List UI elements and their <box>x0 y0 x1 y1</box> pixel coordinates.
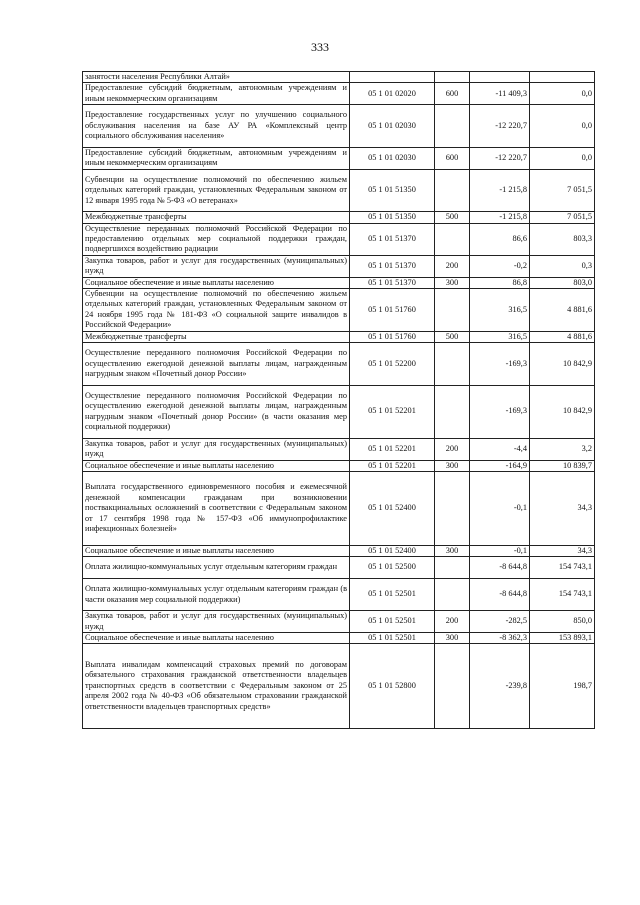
table-row <box>83 471 595 545</box>
row-value-1-cell: 316,5 <box>470 289 530 332</box>
row-value-1-cell: -1 215,8 <box>470 169 530 212</box>
row-type-cell: 600 <box>435 147 470 169</box>
row-value-1-cell: -0,1 <box>470 545 530 556</box>
row-code-cell: 05 1 01 51370 <box>350 223 435 255</box>
row-type-cell: 200 <box>435 438 470 460</box>
table-row <box>83 385 595 438</box>
row-value-1-cell: -239,8 <box>470 644 530 728</box>
row-name-cell: занятости населения Республики Алтай» <box>83 72 350 83</box>
row-code-cell: 05 1 01 52500 <box>350 557 435 579</box>
row-name-cell: Осуществление переданного полномочия Российской Федерации по осуществлению ежегодной денежной выплаты лицам, награжденным нагрудным знаком «Почетный донор России» (в части оказания мер социальной поддержки) <box>83 385 350 438</box>
table-row <box>83 169 595 212</box>
row-value-1-cell: -0,2 <box>470 255 530 277</box>
table-row <box>83 611 595 633</box>
row-value-1-cell: -169,3 <box>470 343 530 386</box>
row-name-cell: Выплата инвалидам компенсаций страховых премий по договорам обязательного страхования гражданской ответственности владельцев транспортных средств в соответствии с Федеральным законом от 25 апреля 2002 года № 40-ФЗ «Об обязательном страховании гражданской ответственности владельцев транспортных средств» <box>83 644 350 728</box>
row-value-1-cell: -12 220,7 <box>470 105 530 148</box>
row-name-cell: Предоставление субсидий бюджетным, автономным учреждениям и иным некоммерческим организациям <box>83 83 350 105</box>
row-type-cell: 500 <box>435 331 470 342</box>
row-name-cell: Предоставление государственных услуг по улучшению социального обслуживания населения на базе АУ РА «Комплексный центр социального обслуживания населения» <box>83 105 350 148</box>
table-row <box>83 105 595 148</box>
row-code-cell: 05 1 01 02030 <box>350 147 435 169</box>
row-value-2-cell: 10 842,9 <box>530 385 595 438</box>
row-code-cell: 05 1 01 51760 <box>350 331 435 342</box>
row-value-1-cell: 316,5 <box>470 331 530 342</box>
row-value-2-cell: 34,3 <box>530 545 595 556</box>
row-code-cell: 05 1 01 51370 <box>350 255 435 277</box>
table-row <box>83 83 595 105</box>
row-type-cell: 600 <box>435 83 470 105</box>
row-name-cell: Субвенции на осуществление полномочий по обеспечению жильем отдельных категорий граждан, установленных Федеральным законом от 24 ноября 1995 года № 181-ФЗ «О социальной защите инвалидов в Российской Федерации» <box>83 289 350 332</box>
row-type-cell: 300 <box>435 632 470 643</box>
row-value-2-cell: 154 743,1 <box>530 578 595 610</box>
row-value-2-cell: 153 893,1 <box>530 632 595 643</box>
row-type-cell: 300 <box>435 460 470 471</box>
row-code-cell: 05 1 01 52201 <box>350 438 435 460</box>
row-name-cell: Закупка товаров, работ и услуг для государственных (муниципальных) нужд <box>83 611 350 633</box>
row-value-2-cell: 10 839,7 <box>530 460 595 471</box>
row-value-2-cell: 198,7 <box>530 644 595 728</box>
row-code-cell: 05 1 01 52201 <box>350 460 435 471</box>
row-code-cell: 05 1 01 52800 <box>350 644 435 728</box>
row-name-cell: Осуществление переданных полномочий Российской Федерации по предоставлению отдельных мер социальной поддержки граждан, подвергшихся воздействию радиации <box>83 223 350 255</box>
table-row <box>83 578 595 610</box>
row-code-cell: 05 1 01 52400 <box>350 545 435 556</box>
row-value-2-cell: 803,3 <box>530 223 595 255</box>
row-value-2-cell: 7 051,5 <box>530 169 595 212</box>
row-value-2-cell: 803,0 <box>530 277 595 288</box>
row-code-cell: 05 1 01 52501 <box>350 611 435 633</box>
row-type-cell: 300 <box>435 277 470 288</box>
row-value-2-cell: 10 842,9 <box>530 343 595 386</box>
row-type-cell <box>435 105 470 148</box>
row-value-2-cell <box>530 72 595 83</box>
row-value-1-cell: -282,5 <box>470 611 530 633</box>
table-row <box>83 72 595 83</box>
row-value-2-cell: 0,0 <box>530 147 595 169</box>
row-value-2-cell: 4 881,6 <box>530 331 595 342</box>
row-name-cell: Оплата жилищно-коммунальных услуг отдельным категориям граждан (в части оказания мер социальной поддержки) <box>83 578 350 610</box>
row-name-cell: Закупка товаров, работ и услуг для государственных (муниципальных) нужд <box>83 255 350 277</box>
row-code-cell: 05 1 01 52400 <box>350 471 435 545</box>
row-value-2-cell: 0,0 <box>530 105 595 148</box>
row-type-cell: 500 <box>435 212 470 223</box>
row-type-cell: 200 <box>435 611 470 633</box>
row-type-cell: 300 <box>435 545 470 556</box>
table-row <box>83 212 595 223</box>
row-name-cell: Осуществление переданного полномочия Российской Федерации по осуществлению ежегодной денежной выплаты лицам, награжденным нагрудным знаком «Почетный донор России» <box>83 343 350 386</box>
table-row <box>83 331 595 342</box>
row-value-1-cell <box>470 72 530 83</box>
row-value-2-cell: 4 881,6 <box>530 289 595 332</box>
row-code-cell: 05 1 01 51370 <box>350 277 435 288</box>
row-type-cell <box>435 289 470 332</box>
table-row <box>83 343 595 386</box>
row-code-cell: 05 1 01 52501 <box>350 578 435 610</box>
budget-table <box>82 71 595 729</box>
row-value-1-cell: -8 644,8 <box>470 578 530 610</box>
row-value-1-cell: -1 215,8 <box>470 212 530 223</box>
row-type-cell <box>435 578 470 610</box>
table-row <box>83 223 595 255</box>
table-row <box>83 557 595 579</box>
row-name-cell: Закупка товаров, работ и услуг для государственных (муниципальных) нужд <box>83 438 350 460</box>
row-value-2-cell: 3,2 <box>530 438 595 460</box>
row-value-1-cell: -12 220,7 <box>470 147 530 169</box>
row-name-cell: Межбюджетные трансферты <box>83 212 350 223</box>
row-value-2-cell: 0,3 <box>530 255 595 277</box>
table-row <box>83 545 595 556</box>
row-code-cell: 05 1 01 52201 <box>350 385 435 438</box>
row-type-cell <box>435 343 470 386</box>
row-value-2-cell: 154 743,1 <box>530 557 595 579</box>
row-value-1-cell: -4,4 <box>470 438 530 460</box>
row-type-cell <box>435 471 470 545</box>
row-name-cell: Субвенции на осуществление полномочий по обеспечению жильем отдельных категорий граждан, установленных Федеральным законом от 12 января 1995 года № 5-ФЗ «О ветеранах» <box>83 169 350 212</box>
row-name-cell: Социальное обеспечение и иные выплаты населению <box>83 545 350 556</box>
row-value-1-cell: -169,3 <box>470 385 530 438</box>
row-name-cell: Межбюджетные трансферты <box>83 331 350 342</box>
row-code-cell: 05 1 01 52501 <box>350 632 435 643</box>
row-value-1-cell: 86,6 <box>470 223 530 255</box>
row-value-2-cell: 850,0 <box>530 611 595 633</box>
row-code-cell: 05 1 01 52200 <box>350 343 435 386</box>
row-type-cell <box>435 72 470 83</box>
table-row <box>83 460 595 471</box>
row-name-cell: Социальное обеспечение и иные выплаты населению <box>83 460 350 471</box>
table-row <box>83 277 595 288</box>
table-row <box>83 289 595 332</box>
row-code-cell <box>350 72 435 83</box>
row-value-1-cell: -8 362,3 <box>470 632 530 643</box>
row-code-cell: 05 1 01 51760 <box>350 289 435 332</box>
row-value-2-cell: 34,3 <box>530 471 595 545</box>
table-row <box>83 632 595 643</box>
row-value-1-cell: -0,1 <box>470 471 530 545</box>
table-row <box>83 147 595 169</box>
row-value-2-cell: 0,0 <box>530 83 595 105</box>
row-type-cell <box>435 644 470 728</box>
row-type-cell: 200 <box>435 255 470 277</box>
row-code-cell: 05 1 01 02020 <box>350 83 435 105</box>
row-code-cell: 05 1 01 51350 <box>350 169 435 212</box>
row-type-cell <box>435 557 470 579</box>
row-value-1-cell: -11 409,3 <box>470 83 530 105</box>
row-value-1-cell: -164,9 <box>470 460 530 471</box>
row-value-1-cell: -8 644,8 <box>470 557 530 579</box>
row-type-cell <box>435 223 470 255</box>
row-code-cell: 05 1 01 51350 <box>350 212 435 223</box>
table-row <box>83 438 595 460</box>
table-row <box>83 644 595 728</box>
row-type-cell <box>435 385 470 438</box>
row-name-cell: Социальное обеспечение и иные выплаты населению <box>83 632 350 643</box>
row-value-2-cell: 7 051,5 <box>530 212 595 223</box>
page-number: 333 <box>311 40 329 54</box>
row-name-cell: Социальное обеспечение и иные выплаты населению <box>83 277 350 288</box>
row-value-1-cell: 86,8 <box>470 277 530 288</box>
row-code-cell: 05 1 01 02030 <box>350 105 435 148</box>
row-name-cell: Выплата государственного единовременного пособия и ежемесячной денежной компенсации гражданам при возникновении поствакцинальных осложнений в соответствии с Федеральным законом от 17 сентября 1998 года № 157-ФЗ «Об иммунопрофилактике инфекционных болезней» <box>83 471 350 545</box>
row-name-cell: Оплата жилищно-коммунальных услуг отдельным категориям граждан <box>83 557 350 579</box>
table-row <box>83 255 595 277</box>
row-type-cell <box>435 169 470 212</box>
row-name-cell: Предоставление субсидий бюджетным, автономным учреждениям и иным некоммерческим организациям <box>83 147 350 169</box>
